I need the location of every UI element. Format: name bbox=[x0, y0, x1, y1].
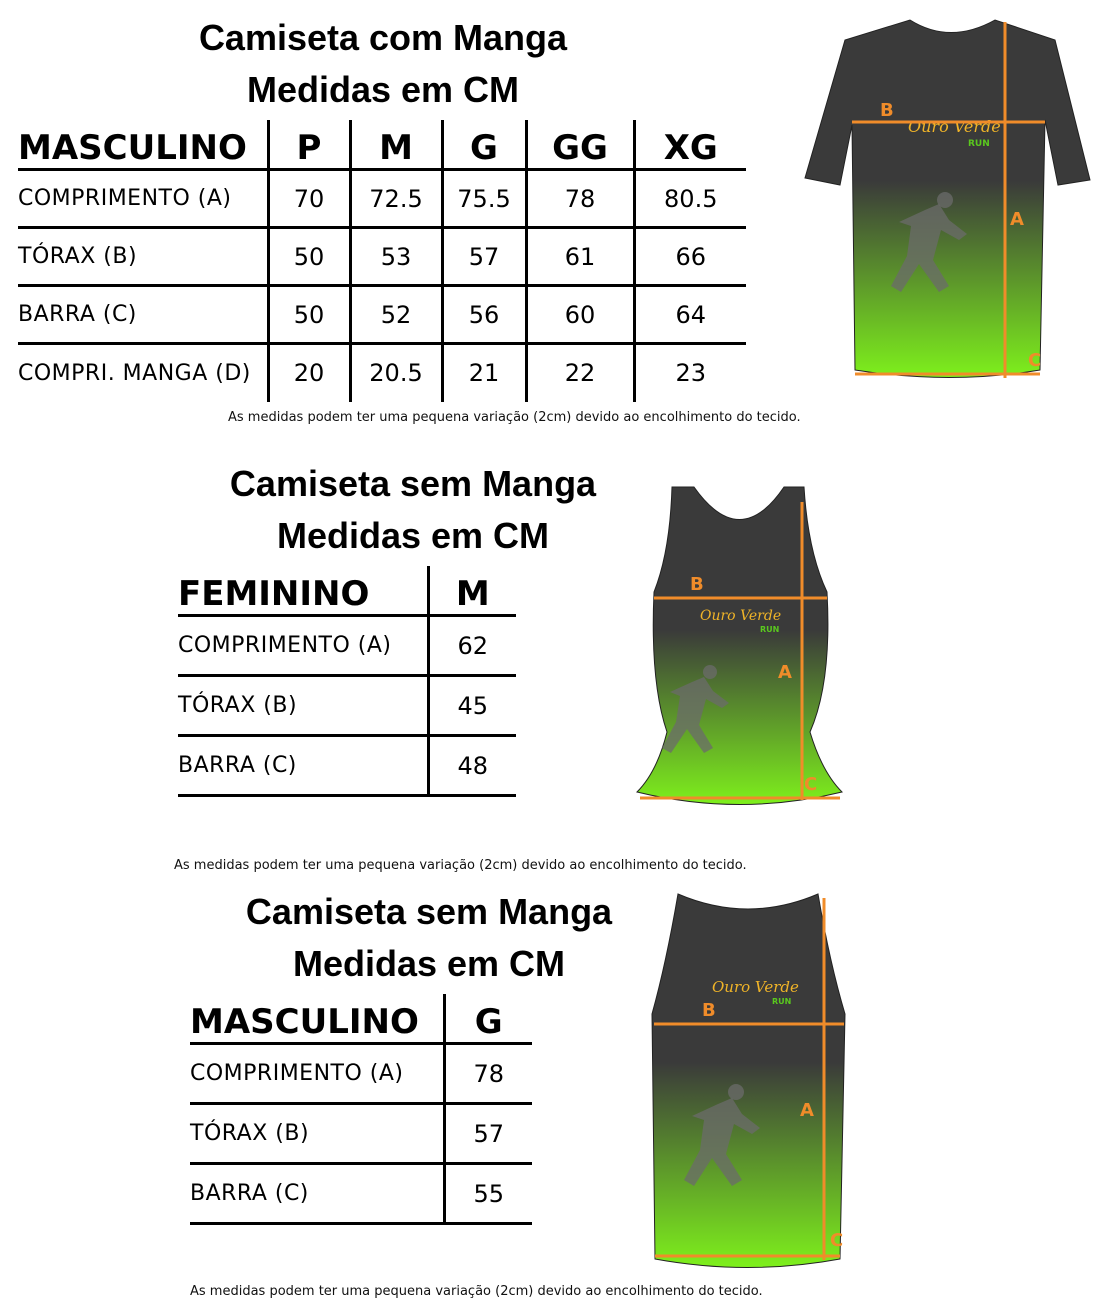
size-header: GG bbox=[526, 120, 634, 170]
section3-title bbox=[196, 886, 662, 990]
cell-value: 20.5 bbox=[350, 344, 442, 402]
cell-value: 22 bbox=[526, 344, 634, 402]
cell-value: 48 bbox=[428, 736, 516, 796]
section1-note: As medidas podem ter uma pequena variação (2cm) devido ao encolhimento do tecido. bbox=[228, 410, 801, 425]
gender-header: MASCULINO bbox=[18, 120, 268, 170]
row-label: COMPRIMENTO (A) bbox=[18, 170, 268, 228]
measure-label-b: B bbox=[880, 100, 894, 121]
gender-header: MASCULINO bbox=[190, 994, 444, 1044]
table-row bbox=[178, 616, 516, 676]
measure-label-c: C bbox=[804, 774, 818, 795]
size-header: G bbox=[444, 994, 532, 1044]
size-header: XG bbox=[634, 120, 746, 170]
cell-value: 70 bbox=[268, 170, 350, 228]
measure-label-a: A bbox=[778, 662, 792, 683]
section1-title-line1: Camiseta com Manga bbox=[198, 17, 568, 58]
tanktop-shape bbox=[637, 487, 842, 805]
logo-sub-text: RUN bbox=[772, 997, 792, 1006]
cell-value: 55 bbox=[444, 1164, 532, 1224]
cell-value: 61 bbox=[526, 228, 634, 286]
table-row bbox=[190, 1104, 532, 1164]
section2-size-table bbox=[178, 566, 516, 797]
row-label: TÓRAX (B) bbox=[190, 1104, 444, 1164]
gender-header: FEMININO bbox=[178, 566, 428, 616]
tanktop-shape bbox=[652, 894, 845, 1268]
logo-text: Ouro Verde bbox=[908, 117, 1001, 136]
row-label: TÓRAX (B) bbox=[18, 228, 268, 286]
measure-label-a: A bbox=[1010, 209, 1024, 230]
measure-label-a: A bbox=[800, 1100, 814, 1121]
measure-label-c: C bbox=[830, 1230, 844, 1251]
tshirt-measurement-diagram bbox=[800, 10, 1100, 390]
cell-value: 20 bbox=[268, 344, 350, 402]
cell-value: 52 bbox=[350, 286, 442, 344]
table-row bbox=[18, 170, 746, 228]
cell-value: 80.5 bbox=[634, 170, 746, 228]
cell-value: 57 bbox=[444, 1104, 532, 1164]
section1-title-line2: Medidas em CM bbox=[246, 69, 520, 110]
measure-label-b: B bbox=[690, 574, 704, 595]
cell-value: 78 bbox=[526, 170, 634, 228]
table-row bbox=[190, 1044, 532, 1104]
cell-value: 45 bbox=[428, 676, 516, 736]
section2-title bbox=[180, 458, 646, 562]
measure-label-b: B bbox=[702, 1000, 716, 1021]
row-label: BARRA (C) bbox=[178, 736, 428, 796]
row-label: TÓRAX (B) bbox=[178, 676, 428, 736]
cell-value: 72.5 bbox=[350, 170, 442, 228]
section1-size-table bbox=[18, 120, 746, 402]
cell-value: 50 bbox=[268, 286, 350, 344]
row-label: COMPRI. MANGA (D) bbox=[18, 360, 251, 386]
section2-note: As medidas podem ter uma pequena variação (2cm) devido ao encolhimento do tecido. bbox=[174, 858, 747, 873]
section3-size-table bbox=[190, 994, 532, 1225]
row-label: COMPRIMENTO (A) bbox=[190, 1044, 444, 1104]
logo-sub-text: RUN bbox=[760, 625, 780, 634]
table-row bbox=[178, 736, 516, 796]
section2-title-line1: Camiseta sem Manga bbox=[229, 463, 597, 504]
cell-value: 21 bbox=[442, 344, 526, 402]
section3-title-line1: Camiseta sem Manga bbox=[245, 891, 613, 932]
cell-value: 50 bbox=[268, 228, 350, 286]
tanktop-feminino-measurement-diagram bbox=[632, 482, 852, 812]
row-label: BARRA (C) bbox=[18, 286, 268, 344]
section3-title-line2: Medidas em CM bbox=[292, 943, 566, 984]
size-header: P bbox=[268, 120, 350, 170]
cell-value: 60 bbox=[526, 286, 634, 344]
section2-title-line2: Medidas em CM bbox=[276, 515, 550, 556]
tanktop-masculino-measurement-diagram bbox=[640, 884, 860, 1274]
size-header: M bbox=[350, 120, 442, 170]
section1-title bbox=[150, 12, 616, 116]
logo-text: Ouro Verde bbox=[700, 608, 782, 624]
row-label: BARRA (C) bbox=[190, 1164, 444, 1224]
section3-note: As medidas podem ter uma pequena variação (2cm) devido ao encolhimento do tecido. bbox=[190, 1284, 763, 1299]
table-row bbox=[18, 286, 746, 344]
cell-value: 66 bbox=[634, 228, 746, 286]
size-header: M bbox=[428, 566, 516, 616]
logo-text: Ouro Verde bbox=[712, 978, 799, 996]
cell-value: 78 bbox=[444, 1044, 532, 1104]
cell-value: 56 bbox=[442, 286, 526, 344]
cell-value: 23 bbox=[634, 344, 746, 402]
cell-value: 64 bbox=[634, 286, 746, 344]
cell-value: 53 bbox=[350, 228, 442, 286]
logo-sub-text: RUN bbox=[968, 139, 990, 149]
size-header: G bbox=[442, 120, 526, 170]
table-row bbox=[178, 676, 516, 736]
cell-value: 75.5 bbox=[442, 170, 526, 228]
cell-value: 62 bbox=[428, 616, 516, 676]
table-row bbox=[190, 1164, 532, 1224]
table-row bbox=[18, 228, 746, 286]
table-row bbox=[18, 344, 746, 402]
row-label: COMPRIMENTO (A) bbox=[178, 616, 428, 676]
measure-label-c: C bbox=[1028, 350, 1042, 371]
cell-value: 57 bbox=[442, 228, 526, 286]
